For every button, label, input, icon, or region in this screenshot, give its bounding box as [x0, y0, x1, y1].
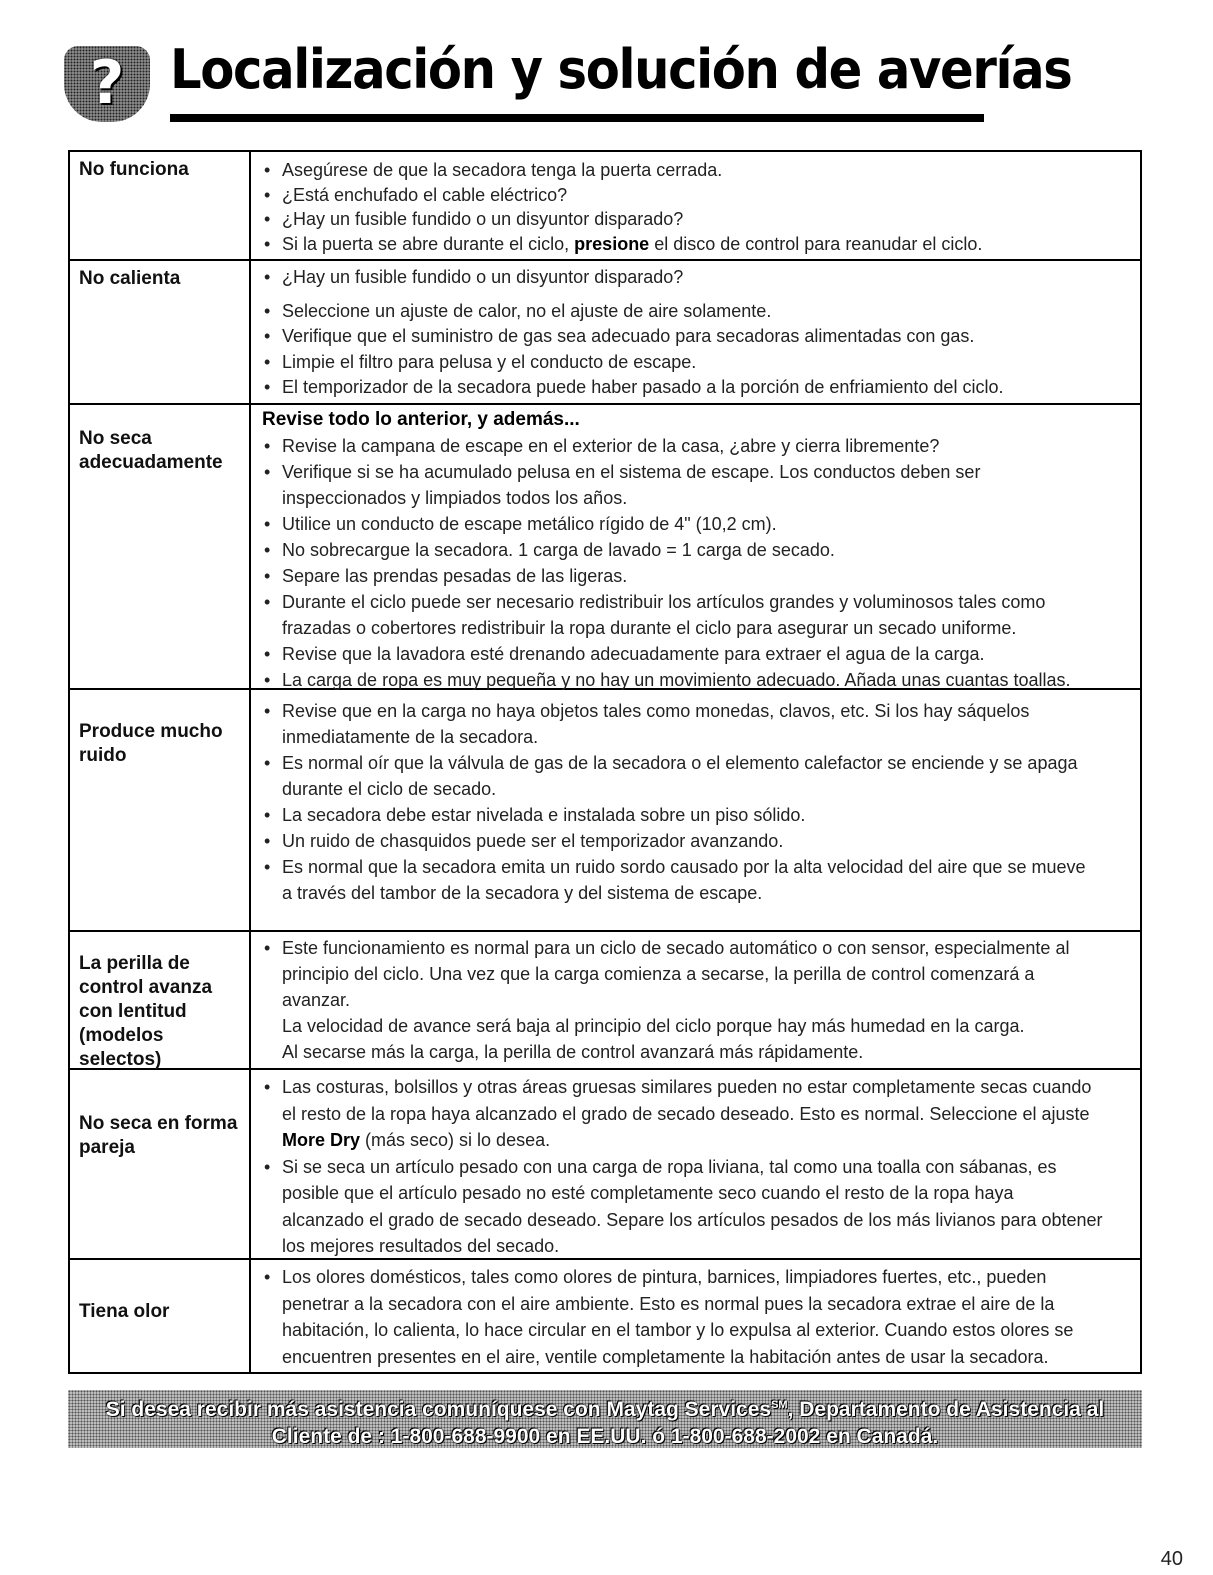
list-item: • No sobrecargue la secadora. 1 carga de lavado = 1 carga de secado. — [262, 537, 1132, 563]
page-number: 40 — [1160, 1548, 1183, 1570]
list-item: • Revise que la lavadora esté drenando adecuadamente para extraer el agua de la carga. — [262, 641, 1132, 667]
list-item: • Revise la campana de escape en el exterior de la casa, ¿abre y cierra libremente? — [262, 433, 1132, 459]
question-mark-glyph: ? — [89, 48, 125, 118]
row-content — [262, 935, 1132, 1065]
table-row — [70, 261, 1140, 405]
table-row — [70, 690, 1140, 932]
list-item: • La carga de ropa es muy pequeña y no hay un movimiento adecuado. Añada unas cuantas toallas. — [262, 667, 1132, 693]
list-item: • Limpie el filtro para pelusa y el conducto de escape. — [262, 350, 1132, 376]
section-heading: Revise todo lo anterior, y además... — [262, 409, 580, 430]
row-content — [262, 1264, 1132, 1370]
list-item: • Este funcionamiento es normal para un ciclo de secado automático o con sensor, especialmente al principio del ciclo. Una vez que la carga comienza a secarse, la perilla de control comenzará a avanzar. La velocidad de avance será baja al principio del ciclo porque hay más humedad en la carga. Al secarse más la carga, la perilla de control avanzará más rápidamente. — [262, 935, 1132, 1065]
row-label: No seca adecuadamente — [79, 428, 223, 473]
list-item: • Las costuras, bolsillos y otras áreas gruesas similares pueden no estar completamente secas cuando el resto de la ropa haya alcanzado el grado de secado deseado. Esto es normal. Seleccione el ajuste More Dry (más seco) si lo desea. — [262, 1074, 1132, 1154]
row-content — [262, 698, 1132, 906]
list-item: • ¿Hay un fusible fundido o un disyuntor disparado? — [262, 265, 1132, 291]
row-content — [262, 1074, 1132, 1260]
more-dry-setting: More Dry — [282, 1130, 361, 1150]
table-row — [70, 1260, 1140, 1374]
list-item: • ¿Está enchufado el cable eléctrico? — [262, 183, 1132, 208]
row-content — [262, 158, 1132, 256]
row-label: La perilla de control avanza con lentitud (modelos selectos) — [79, 953, 213, 1070]
table-row — [70, 932, 1140, 1070]
table-row — [70, 405, 1140, 690]
row-content — [262, 407, 1132, 693]
row-label: Tiena olor — [79, 1301, 170, 1322]
row-label: Produce mucho ruido — [79, 721, 223, 766]
list-item: • Si se seca un artículo pesado con una carga de ropa liviana, tal como una toalla con sábanas, es posible que el artículo pesado no esté completamente seco cuando el resto de la ropa haya alcanzado el grado de secado deseado. Separe los artículos pesados de los más livianos para obtener los mejores resultados del secado. — [262, 1154, 1132, 1260]
page-header — [62, 28, 1072, 123]
list-item: • El temporizador de la secadora puede haber pasado a la porción de enfriamiento del ciclo. — [262, 375, 1132, 401]
bold-presione: presione — [574, 233, 650, 254]
list-item: • Es normal que la secadora emita un ruido sordo causado por la alta velocidad del aire que se mueve a través del tambor de la secadora y del sistema de escape. — [262, 854, 1132, 906]
list-item: • Utilice un conducto de escape metálico rígido de 4" (10,2 cm). — [262, 511, 1132, 537]
table-row — [70, 152, 1140, 261]
help-question-icon — [64, 46, 150, 122]
list-item: • Un ruido de chasquidos puede ser el temporizador avanzando. — [262, 828, 1132, 854]
list-item: • ¿Hay un fusible fundido o un disyuntor disparado? — [262, 207, 1132, 232]
list-item: • La secadora debe estar nivelada e instalada sobre un piso sólido. — [262, 802, 1132, 828]
row-label: No seca en forma pareja — [79, 1113, 238, 1158]
title-underline — [170, 114, 984, 122]
row-label: No funciona — [79, 159, 189, 180]
list-item: • Revise que en la carga no haya objetos tales como monedas, clavos, etc. Si los hay sáquelos inmediatamente de la secadora. — [262, 698, 1132, 750]
list-item: • Verifique si se ha acumulado pelusa en el sistema de escape. Los conductos deben ser inspeccionados y limpiados todos los años. — [262, 459, 1132, 511]
table-row — [70, 1070, 1140, 1260]
banner-line-2: Cliente de : 1-800-688-9900 en EE.UU. ó 1-800-688-2002 en Canadá. — [271, 1425, 939, 1448]
troubleshooting-table — [68, 150, 1142, 1374]
list-item: • Separe las prendas pesadas de las ligeras. — [262, 563, 1132, 589]
list-item: • Los olores domésticos, tales como olores de pintura, barnices, limpiadores fuertes, etc., pueden penetrar a la secadora con el aire ambiente. Esto es normal pues la secadora extrae el aire de la habitación, lo calienta, lo hace circular en el tambor y lo expulsa al exterior. Cuando estos olores se encuentren presentes en el aire, ventile completamente la habitación antes de usar la secadora. — [262, 1264, 1132, 1370]
page-title: Localización y solución de averías — [170, 38, 1072, 101]
list-item: • Verifique que el suministro de gas sea adecuado para secadoras alimentadas con gas. — [262, 324, 1132, 350]
row-label: No calienta — [79, 268, 181, 289]
list-item: • Si la puerta se abre durante el ciclo, presione el disco de control para reanudar el ciclo. — [262, 232, 1132, 257]
list-item: • Seleccione un ajuste de calor, no el ajuste de aire solamente. — [262, 299, 1132, 325]
list-item: • Es normal oír que la válvula de gas de la secadora o el elemento calefactor se enciende y se apaga durante el ciclo de secado. — [262, 750, 1132, 802]
banner-line-1: Si desea recibir más asistencia comuníquese con Maytag Services℠, Departamento de Asistencia al — [105, 1398, 1105, 1421]
assistance-banner — [68, 1390, 1142, 1448]
list-item: • Asegúrese de que la secadora tenga la puerta cerrada. — [262, 158, 1132, 183]
list-item: • Durante el ciclo puede ser necesario redistribuir los artículos grandes y voluminosos tales como frazadas o cobertores redistribuir la ropa durante el ciclo para asegurar un secado uniforme. — [262, 589, 1132, 641]
row-content — [262, 265, 1132, 401]
